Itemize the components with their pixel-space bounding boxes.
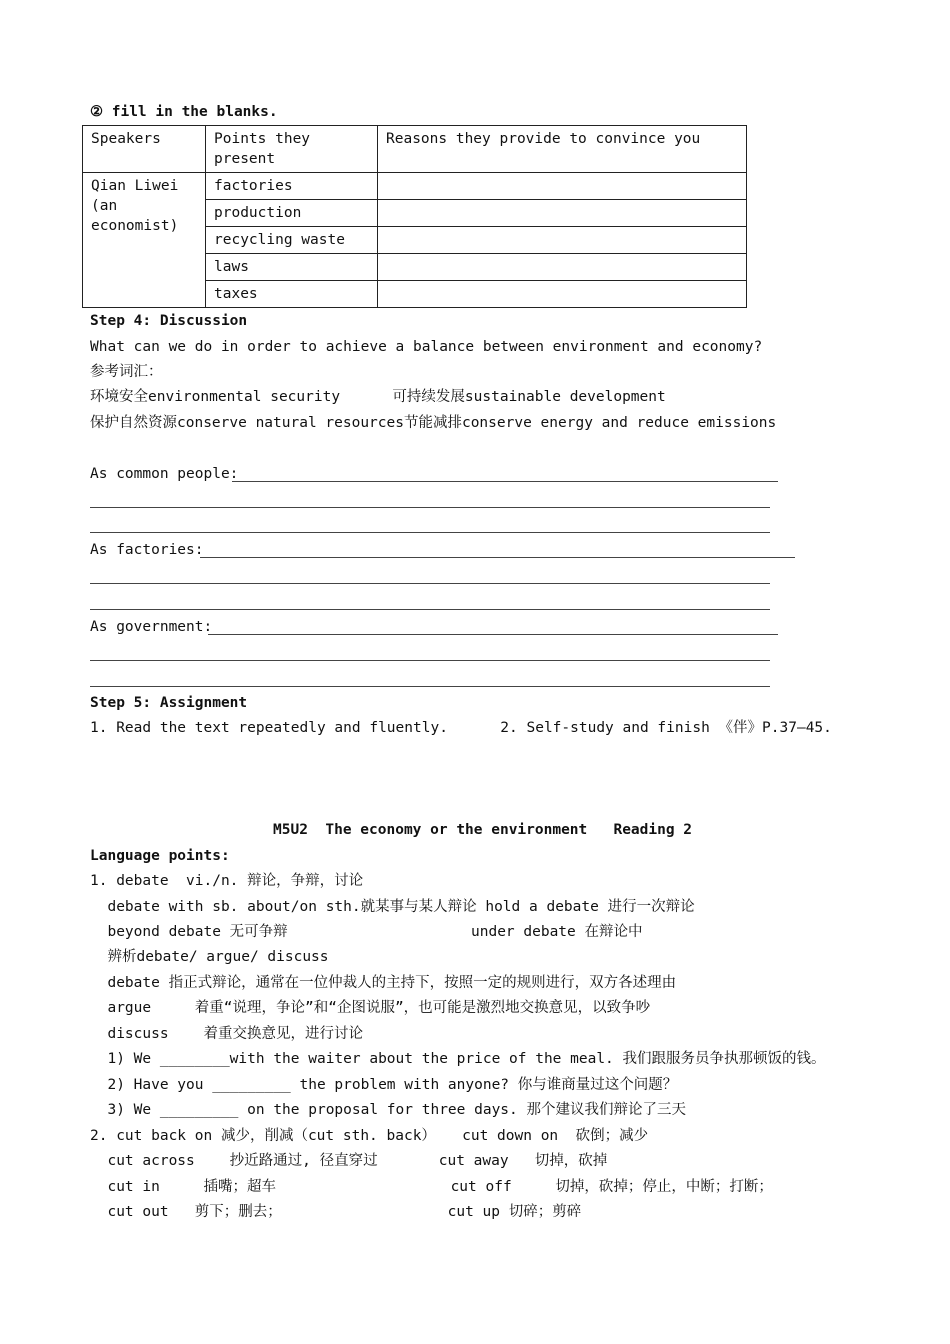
table-point: recycling waste [206,227,378,254]
lp-line: 辨析debate/ argue/ discuss [90,949,329,965]
table-header-reasons: Reasons they provide to convince you [378,126,747,173]
section-heading: ② fill in the blanks. [90,104,278,120]
lp-line: debate with sb. about/on sth.就某事与某人辩论 hold a debate 进行一次辩论 [90,899,695,915]
vocab-label: 参考词汇： [90,364,163,380]
vocab-line: 保护自然资源conserve natural resources节能减排conserve energy and reduce emissions [90,415,777,431]
exercise-line: 1) We ________with the waiter about the price of the meal. 我们跟服务员争执那顿饭的钱。 [90,1051,826,1067]
lp-line: 1. debate vi./n. 辩论，争辩，讨论 [90,873,364,889]
step4-title: Step 4: Discussion [90,313,248,329]
answer-line[interactable] [90,532,770,533]
table-reason-blank[interactable] [378,281,747,308]
prompt-common-people: As common people: [90,466,239,482]
answer-line[interactable] [208,634,778,635]
answer-line[interactable] [90,507,770,508]
assignment-line: 1. Read the text repeatedly and fluently. 2. Self-study and finish 《伴》P.37—45. [90,720,832,736]
fill-blanks-table [82,125,747,308]
lp-line: cut in 插嘴；超车 cut off 切掉，砍掉；停止，中断；打断； [90,1179,773,1195]
lp-line: beyond debate 无可争辩 under debate 在辩论中 [90,924,643,940]
step4-question: What can we do in order to achieve a balance between environment and economy? [90,339,763,355]
lp-line: 2. cut back on 减少，削减（cut sth. back） cut down on 砍倒；减少 [90,1128,649,1144]
answer-line[interactable] [90,583,770,584]
table-reason-blank[interactable] [378,173,747,200]
answer-line[interactable] [232,481,778,482]
table-reason-blank[interactable] [378,254,747,281]
table-speaker-cell: Qian Liwei (an economist) [83,173,206,308]
table-header-points: Points they present [206,126,378,173]
prompt-government: As government: [90,619,213,635]
table-header-speakers: Speakers [83,126,206,173]
lp-line: debate 指正式辩论，通常在一位仲裁人的主持下，按照一定的规则进行，双方各述理由 [90,975,677,991]
lp-line: argue 着重“说理，争论”和“企图说服”，也可能是激烈地交换意见，以致争吵 [90,1000,651,1016]
table-point: production [206,200,378,227]
vocab-line: 环境安全environmental security 可持续发展sustainable development [90,389,666,405]
table-point: taxes [206,281,378,308]
reading-title: M5U2 The economy or the environment Reading 2 [273,822,693,838]
exercise-line: 3) We _________ on the proposal for three days. 那个建议我们辩论了三天 [90,1102,686,1118]
prompt-factories: As factories: [90,542,204,558]
exercise-line: 2) Have you _________ the problem with anyone? 你与谁商量过这个问题？ [90,1077,678,1093]
answer-line[interactable] [90,609,770,610]
lp-line: cut across 抄近路通过, 径直穿过 cut away 切掉，砍掉 [90,1153,608,1169]
answer-line[interactable] [90,660,770,661]
table-reason-blank[interactable] [378,200,747,227]
step5-title: Step 5: Assignment [90,695,248,711]
lp-line: discuss 着重交换意见，进行讨论 [90,1026,363,1042]
lp-line: cut out 剪下；删去； cut up 切碎；剪碎 [90,1204,582,1220]
language-points-label: Language points: [90,848,230,864]
table-point: factories [206,173,378,200]
table-reason-blank[interactable] [378,227,747,254]
table-point: laws [206,254,378,281]
answer-line[interactable] [90,686,770,687]
answer-line[interactable] [200,557,795,558]
